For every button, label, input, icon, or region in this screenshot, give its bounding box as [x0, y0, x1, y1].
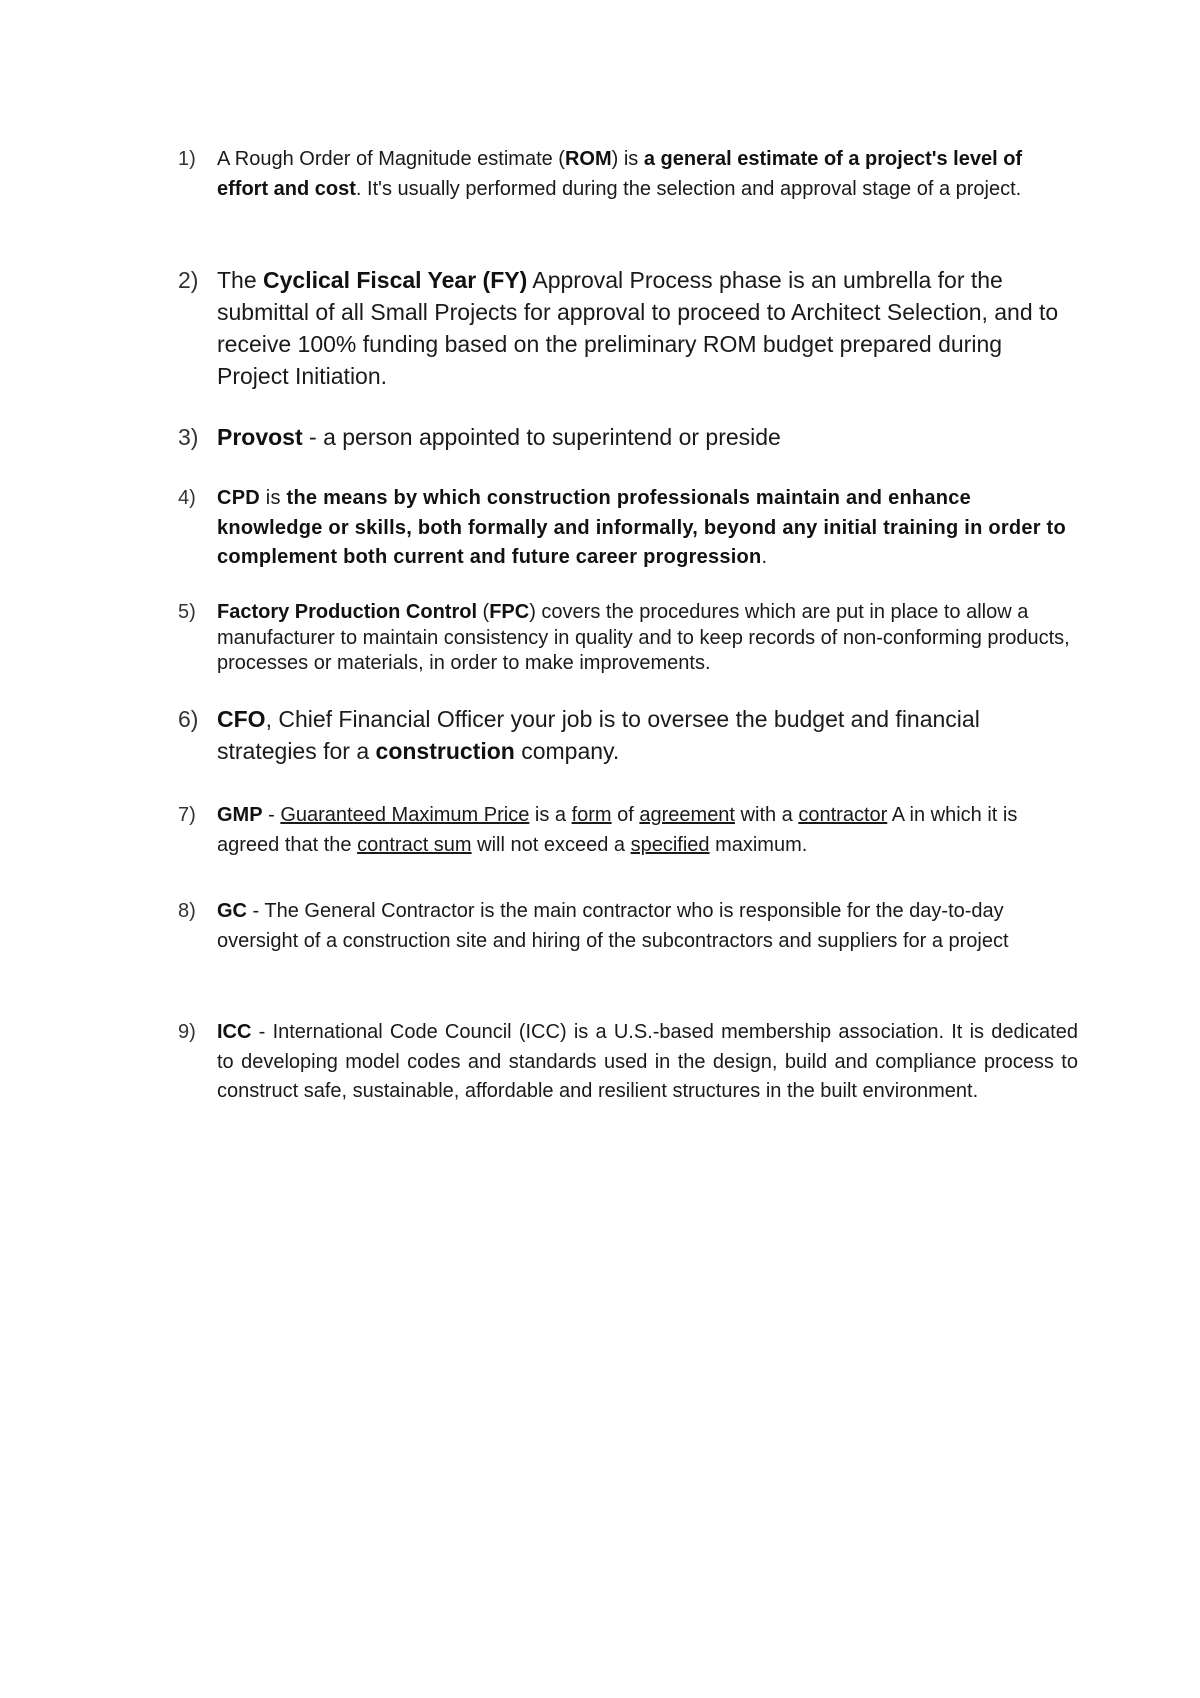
text-span: . [761, 546, 768, 568]
list-item-text [217, 600, 1078, 677]
term-bold: ROM [564, 148, 612, 170]
list-item-text [217, 484, 1078, 573]
term-bold: Provost [217, 424, 303, 450]
text-span: . It's usually performed during the selection and approval stage of a project. [355, 177, 1022, 200]
underlined-link[interactable]: form [571, 804, 612, 826]
underlined-link[interactable]: contract sum [357, 834, 472, 856]
list-number: 2) [178, 267, 199, 293]
list-item-text [217, 896, 1078, 956]
list-number: 8) [178, 900, 196, 922]
list-item-text [217, 145, 1078, 204]
underlined-link[interactable]: agreement [639, 804, 735, 826]
text-span: - International Code Council (ICC) is a U.S.-based membership association. It is dedicated to developing model codes and standards used in the design, build and compliance process to construct safe, sustainable, affordable and resilient structures in the built environment. [217, 1021, 1078, 1102]
list-item-text [217, 703, 1078, 767]
text-span: - The General Contractor is the main contractor who is responsible for the day-to-day oversight of a construction site and hiring of the subcontractors and suppliers for a project [217, 900, 1009, 952]
text-span: will not exceed a [471, 834, 631, 856]
term-bold: construction [375, 738, 515, 764]
text-span: with a [735, 804, 799, 826]
list-item-text [217, 1018, 1078, 1107]
underlined-link[interactable]: Guaranteed Maximum Price [280, 804, 530, 826]
text-span: maximum. [709, 834, 808, 856]
underlined-link[interactable]: specified [630, 834, 710, 856]
term-bold: GMP [217, 804, 263, 826]
list-number: 3) [178, 424, 199, 450]
list-item-text [217, 421, 1078, 453]
term-bold: CFO [217, 706, 266, 732]
text-span: , Chief Financial Officer your job is to oversee the budget and financial strategies for a [217, 706, 980, 764]
list-item-text [217, 800, 1078, 860]
text-span: is a [529, 804, 572, 826]
list-item-text [217, 264, 1078, 392]
text-span: Approval Process phase is an umbrella for the submittal of all Small Projects for approval to proceed to Architect Selection, and to receive 100% funding based on the preliminary ROM budget prepared during Project Initiation. [217, 267, 1059, 389]
list-number: 6) [178, 706, 199, 732]
term-bold: FPC [489, 601, 530, 623]
term-bold: ICC [217, 1021, 252, 1043]
text-span: is [259, 487, 287, 509]
definition-bold: the means by which construction professionals maintain and enhance knowledge or skills, both formally and informally, beyond any initial training in order to complement both current and future career progression [217, 487, 1066, 568]
text-span: ( [477, 601, 490, 623]
definition-bold: a general estimate of a project's level of effort and cost [217, 148, 1023, 200]
text-span: A in which it is agreed that the [217, 804, 1018, 856]
term-bold: GC [217, 900, 247, 922]
list-number: 9) [178, 1021, 196, 1043]
text-span: of [611, 804, 640, 826]
list-number: 5) [178, 601, 196, 623]
text-span: A Rough Order of Magnitude estimate ( [217, 148, 565, 170]
list-number: 4) [178, 487, 196, 509]
text-span: The [217, 267, 264, 293]
list-number: 1) [178, 148, 196, 170]
text-span: ) covers the procedures which are put in place to allow a manufacturer to maintain consistency in quality and to keep records of non-conforming products, processes or materials, in order to make improvements. [217, 601, 1070, 674]
term-bold: CPD [217, 487, 260, 509]
text-span: - [262, 804, 281, 826]
text-span: ) is [611, 148, 644, 170]
text-span: company. [514, 738, 620, 764]
underlined-link[interactable]: contractor [798, 804, 888, 826]
list-number: 7) [178, 804, 196, 826]
text-span: - a person appointed to superintend or preside [302, 424, 781, 450]
term-bold: Factory Production Control [217, 601, 477, 623]
term-bold: Cyclical Fiscal Year (FY) [263, 267, 528, 293]
